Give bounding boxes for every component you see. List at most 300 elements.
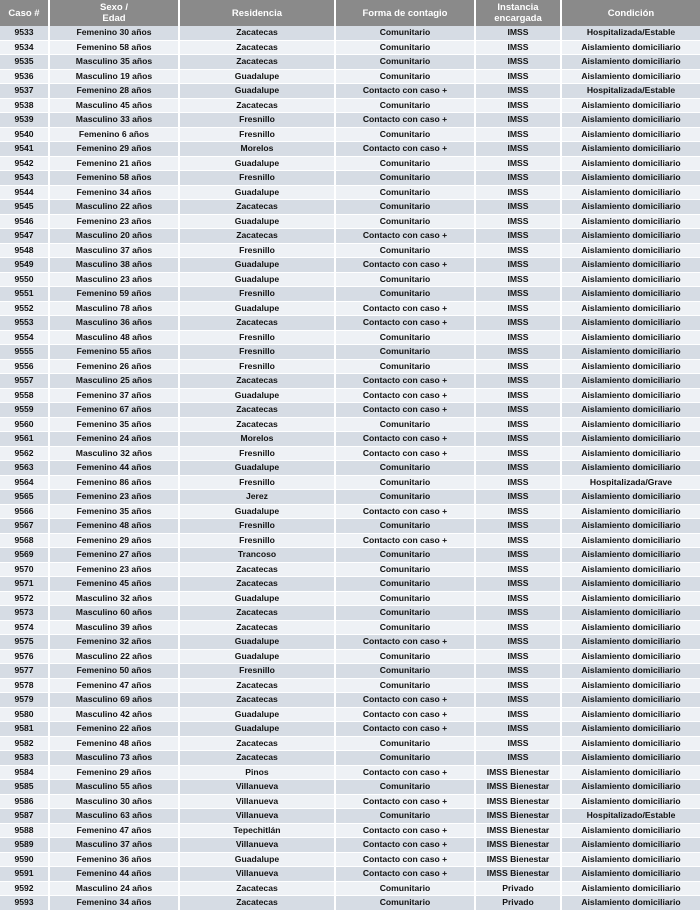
table-row xyxy=(0,853,700,868)
cell-instancia: IMSS xyxy=(476,563,562,578)
cell-instancia: IMSS Bienestar xyxy=(476,766,562,781)
cell-residencia: Fresnillo xyxy=(180,534,336,549)
cell-residencia: Villanueva xyxy=(180,867,336,882)
cell-sexo-edad: Masculino 78 años xyxy=(50,302,180,317)
cell-forma-contagio: Comunitario xyxy=(336,273,476,288)
cell-caso: 9534 xyxy=(0,41,50,56)
cell-sexo-edad: Masculino 30 años xyxy=(50,795,180,810)
cell-caso: 9568 xyxy=(0,534,50,549)
cell-instancia: IMSS xyxy=(476,505,562,520)
cell-condicion: Aislamiento domiciliario xyxy=(562,113,700,128)
cell-forma-contagio: Comunitario xyxy=(336,26,476,41)
cell-forma-contagio: Comunitario xyxy=(336,99,476,114)
cell-forma-contagio: Contacto con caso + xyxy=(336,853,476,868)
cell-condicion: Hospitalizado/Estable xyxy=(562,809,700,824)
cell-forma-contagio: Comunitario xyxy=(336,563,476,578)
cell-instancia: IMSS xyxy=(476,650,562,665)
cell-residencia: Villanueva xyxy=(180,838,336,853)
table-row xyxy=(0,519,700,534)
cell-condicion: Aislamiento domiciliario xyxy=(562,389,700,404)
cell-caso: 9569 xyxy=(0,548,50,563)
cell-instancia: IMSS xyxy=(476,374,562,389)
cell-sexo-edad: Masculino 23 años xyxy=(50,273,180,288)
cell-condicion: Aislamiento domiciliario xyxy=(562,418,700,433)
cell-residencia: Fresnillo xyxy=(180,664,336,679)
cell-instancia: IMSS xyxy=(476,534,562,549)
cell-caso: 9573 xyxy=(0,606,50,621)
cell-instancia: IMSS xyxy=(476,432,562,447)
cell-sexo-edad: Femenino 45 años xyxy=(50,577,180,592)
table-row xyxy=(0,563,700,578)
table-row xyxy=(0,258,700,273)
cell-condicion: Aislamiento domiciliario xyxy=(562,490,700,505)
table-row xyxy=(0,113,700,128)
cell-instancia: IMSS xyxy=(476,548,562,563)
cell-residencia: Guadalupe xyxy=(180,650,336,665)
cell-residencia: Pinos xyxy=(180,766,336,781)
cell-forma-contagio: Contacto con caso + xyxy=(336,84,476,99)
cell-instancia: IMSS Bienestar xyxy=(476,853,562,868)
cell-condicion: Aislamiento domiciliario xyxy=(562,215,700,230)
cell-caso: 9593 xyxy=(0,896,50,911)
cell-forma-contagio: Contacto con caso + xyxy=(336,795,476,810)
cell-caso: 9575 xyxy=(0,635,50,650)
table-row xyxy=(0,316,700,331)
cell-instancia: IMSS xyxy=(476,679,562,694)
cell-caso: 9576 xyxy=(0,650,50,665)
cell-caso: 9550 xyxy=(0,273,50,288)
cell-residencia: Villanueva xyxy=(180,795,336,810)
cell-condicion: Aislamiento domiciliario xyxy=(562,41,700,56)
cell-caso: 9577 xyxy=(0,664,50,679)
cell-instancia: IMSS xyxy=(476,244,562,259)
cell-caso: 9584 xyxy=(0,766,50,781)
cell-caso: 9564 xyxy=(0,476,50,491)
cell-residencia: Fresnillo xyxy=(180,113,336,128)
cell-sexo-edad: Femenino 36 años xyxy=(50,853,180,868)
cell-forma-contagio: Comunitario xyxy=(336,41,476,56)
cell-instancia: IMSS xyxy=(476,403,562,418)
cell-forma-contagio: Contacto con caso + xyxy=(336,722,476,737)
cell-caso: 9546 xyxy=(0,215,50,230)
cell-instancia: IMSS xyxy=(476,592,562,607)
table-row xyxy=(0,838,700,853)
cell-sexo-edad: Femenino 48 años xyxy=(50,737,180,752)
cell-condicion: Aislamiento domiciliario xyxy=(562,650,700,665)
cell-instancia: IMSS xyxy=(476,722,562,737)
cell-sexo-edad: Masculino 60 años xyxy=(50,606,180,621)
cell-sexo-edad: Femenino 24 años xyxy=(50,432,180,447)
cell-instancia: IMSS Bienestar xyxy=(476,824,562,839)
table-row xyxy=(0,302,700,317)
table-row xyxy=(0,447,700,462)
cell-sexo-edad: Femenino 34 años xyxy=(50,896,180,911)
cell-instancia: IMSS xyxy=(476,751,562,766)
cell-forma-contagio: Comunitario xyxy=(336,244,476,259)
cell-sexo-edad: Masculino 22 años xyxy=(50,650,180,665)
table-row xyxy=(0,389,700,404)
cell-residencia: Zacatecas xyxy=(180,882,336,897)
cell-sexo-edad: Femenino 44 años xyxy=(50,461,180,476)
cell-sexo-edad: Femenino 29 años xyxy=(50,766,180,781)
table-row xyxy=(0,621,700,636)
cell-instancia: IMSS xyxy=(476,113,562,128)
cell-caso: 9556 xyxy=(0,360,50,375)
cell-condicion: Aislamiento domiciliario xyxy=(562,258,700,273)
cell-condicion: Hospitalizada/Grave xyxy=(562,476,700,491)
table-row xyxy=(0,824,700,839)
cell-instancia: IMSS xyxy=(476,708,562,723)
cell-instancia: IMSS xyxy=(476,70,562,85)
cell-residencia: Guadalupe xyxy=(180,273,336,288)
table-row xyxy=(0,461,700,476)
cell-condicion: Aislamiento domiciliario xyxy=(562,99,700,114)
cell-condicion: Aislamiento domiciliario xyxy=(562,795,700,810)
cell-caso: 9536 xyxy=(0,70,50,85)
cell-condicion: Aislamiento domiciliario xyxy=(562,432,700,447)
cell-residencia: Zacatecas xyxy=(180,737,336,752)
cell-instancia: IMSS xyxy=(476,345,562,360)
cell-residencia: Zacatecas xyxy=(180,99,336,114)
cell-forma-contagio: Contacto con caso + xyxy=(336,708,476,723)
cell-condicion: Aislamiento domiciliario xyxy=(562,273,700,288)
cell-forma-contagio: Comunitario xyxy=(336,461,476,476)
header-sexo-line1: Sexo / xyxy=(100,2,128,13)
cell-condicion: Aislamiento domiciliario xyxy=(562,853,700,868)
cell-forma-contagio: Comunitario xyxy=(336,780,476,795)
cell-instancia: IMSS Bienestar xyxy=(476,795,562,810)
cell-forma-contagio: Contacto con caso + xyxy=(336,505,476,520)
cell-forma-contagio: Contacto con caso + xyxy=(336,766,476,781)
cell-caso: 9559 xyxy=(0,403,50,418)
cell-residencia: Fresnillo xyxy=(180,171,336,186)
cell-forma-contagio: Comunitario xyxy=(336,577,476,592)
table-body xyxy=(0,26,700,911)
header-instancia xyxy=(476,0,562,26)
cell-condicion: Aislamiento domiciliario xyxy=(562,693,700,708)
cell-condicion: Aislamiento domiciliario xyxy=(562,505,700,520)
cell-caso: 9571 xyxy=(0,577,50,592)
table-row xyxy=(0,635,700,650)
table-row xyxy=(0,766,700,781)
cell-sexo-edad: Masculino 35 años xyxy=(50,55,180,70)
cell-forma-contagio: Contacto con caso + xyxy=(336,824,476,839)
table-row xyxy=(0,534,700,549)
table-row xyxy=(0,157,700,172)
cell-forma-contagio: Comunitario xyxy=(336,737,476,752)
cell-residencia: Zacatecas xyxy=(180,621,336,636)
cell-forma-contagio: Contacto con caso + xyxy=(336,258,476,273)
cell-condicion: Aislamiento domiciliario xyxy=(562,534,700,549)
table-header xyxy=(0,0,700,26)
cell-forma-contagio: Contacto con caso + xyxy=(336,389,476,404)
cell-instancia: IMSS xyxy=(476,287,562,302)
table-row xyxy=(0,650,700,665)
table-row xyxy=(0,55,700,70)
table-row xyxy=(0,751,700,766)
cell-forma-contagio: Contacto con caso + xyxy=(336,838,476,853)
cell-sexo-edad: Masculino 22 años xyxy=(50,200,180,215)
cell-sexo-edad: Masculino 33 años xyxy=(50,113,180,128)
table-row xyxy=(0,693,700,708)
cell-residencia: Zacatecas xyxy=(180,200,336,215)
cell-forma-contagio: Comunitario xyxy=(336,186,476,201)
table-row xyxy=(0,418,700,433)
cell-residencia: Zacatecas xyxy=(180,374,336,389)
cell-instancia: IMSS xyxy=(476,360,562,375)
cell-residencia: Zacatecas xyxy=(180,751,336,766)
cell-forma-contagio: Comunitario xyxy=(336,55,476,70)
cell-condicion: Aislamiento domiciliario xyxy=(562,664,700,679)
cell-caso: 9539 xyxy=(0,113,50,128)
cell-instancia: IMSS xyxy=(476,41,562,56)
cell-forma-contagio: Comunitario xyxy=(336,650,476,665)
cell-condicion: Aislamiento domiciliario xyxy=(562,592,700,607)
cell-sexo-edad: Masculino 42 años xyxy=(50,708,180,723)
cell-residencia: Zacatecas xyxy=(180,563,336,578)
cell-caso: 9554 xyxy=(0,331,50,346)
cell-caso: 9551 xyxy=(0,287,50,302)
table-row xyxy=(0,403,700,418)
cell-instancia: IMSS xyxy=(476,215,562,230)
cell-caso: 9574 xyxy=(0,621,50,636)
table-row xyxy=(0,780,700,795)
cell-forma-contagio: Comunitario xyxy=(336,360,476,375)
table-row xyxy=(0,200,700,215)
cell-instancia: IMSS xyxy=(476,186,562,201)
cell-residencia: Zacatecas xyxy=(180,693,336,708)
table-row xyxy=(0,84,700,99)
cell-instancia: IMSS xyxy=(476,229,562,244)
cell-forma-contagio: Contacto con caso + xyxy=(336,693,476,708)
cell-forma-contagio: Comunitario xyxy=(336,664,476,679)
cell-residencia: Zacatecas xyxy=(180,418,336,433)
cell-instancia: IMSS xyxy=(476,200,562,215)
cell-residencia: Guadalupe xyxy=(180,708,336,723)
cell-instancia: Privado xyxy=(476,896,562,911)
cell-residencia: Zacatecas xyxy=(180,577,336,592)
cell-caso: 9567 xyxy=(0,519,50,534)
cell-condicion: Aislamiento domiciliario xyxy=(562,331,700,346)
cell-condicion: Aislamiento domiciliario xyxy=(562,621,700,636)
cell-forma-contagio: Comunitario xyxy=(336,621,476,636)
cell-caso: 9580 xyxy=(0,708,50,723)
cell-residencia: Zacatecas xyxy=(180,316,336,331)
table-row xyxy=(0,505,700,520)
cell-condicion: Aislamiento domiciliario xyxy=(562,896,700,911)
cell-sexo-edad: Femenino 23 años xyxy=(50,215,180,230)
cell-caso: 9542 xyxy=(0,157,50,172)
cell-caso: 9549 xyxy=(0,258,50,273)
cell-caso: 9538 xyxy=(0,99,50,114)
cell-caso: 9563 xyxy=(0,461,50,476)
cell-condicion: Aislamiento domiciliario xyxy=(562,186,700,201)
table-row xyxy=(0,171,700,186)
cell-instancia: IMSS xyxy=(476,99,562,114)
cell-condicion: Aislamiento domiciliario xyxy=(562,157,700,172)
cell-residencia: Guadalupe xyxy=(180,853,336,868)
table-row xyxy=(0,186,700,201)
cell-instancia: IMSS xyxy=(476,737,562,752)
cell-instancia: IMSS xyxy=(476,577,562,592)
cell-forma-contagio: Contacto con caso + xyxy=(336,534,476,549)
cell-caso: 9544 xyxy=(0,186,50,201)
cell-caso: 9572 xyxy=(0,592,50,607)
cell-instancia: IMSS xyxy=(476,519,562,534)
cell-caso: 9592 xyxy=(0,882,50,897)
cell-sexo-edad: Femenino 21 años xyxy=(50,157,180,172)
cell-residencia: Fresnillo xyxy=(180,244,336,259)
cell-sexo-edad: Femenino 47 años xyxy=(50,824,180,839)
cell-forma-contagio: Contacto con caso + xyxy=(336,867,476,882)
cell-caso: 9555 xyxy=(0,345,50,360)
cell-forma-contagio: Comunitario xyxy=(336,519,476,534)
table-row xyxy=(0,664,700,679)
cell-forma-contagio: Contacto con caso + xyxy=(336,142,476,157)
table-row xyxy=(0,331,700,346)
cell-caso: 9589 xyxy=(0,838,50,853)
cell-condicion: Aislamiento domiciliario xyxy=(562,635,700,650)
cell-instancia: Privado xyxy=(476,882,562,897)
cell-condicion: Aislamiento domiciliario xyxy=(562,403,700,418)
cell-residencia: Morelos xyxy=(180,142,336,157)
cell-forma-contagio: Comunitario xyxy=(336,592,476,607)
cell-instancia: IMSS xyxy=(476,171,562,186)
cell-caso: 9553 xyxy=(0,316,50,331)
cell-forma-contagio: Comunitario xyxy=(336,331,476,346)
cell-sexo-edad: Femenino 44 años xyxy=(50,867,180,882)
cell-forma-contagio: Contacto con caso + xyxy=(336,113,476,128)
cell-caso: 9590 xyxy=(0,853,50,868)
cell-sexo-edad: Femenino 48 años xyxy=(50,519,180,534)
cell-instancia: IMSS Bienestar xyxy=(476,838,562,853)
header-sexo-edad xyxy=(50,0,180,26)
cell-condicion: Aislamiento domiciliario xyxy=(562,606,700,621)
cell-sexo-edad: Femenino 34 años xyxy=(50,186,180,201)
cell-caso: 9566 xyxy=(0,505,50,520)
cell-caso: 9588 xyxy=(0,824,50,839)
cell-forma-contagio: Comunitario xyxy=(336,200,476,215)
cell-instancia: IMSS xyxy=(476,331,562,346)
cell-residencia: Guadalupe xyxy=(180,157,336,172)
cell-condicion: Aislamiento domiciliario xyxy=(562,519,700,534)
cell-sexo-edad: Femenino 67 años xyxy=(50,403,180,418)
cell-caso: 9581 xyxy=(0,722,50,737)
cell-sexo-edad: Femenino 35 años xyxy=(50,505,180,520)
cell-caso: 9543 xyxy=(0,171,50,186)
cell-forma-contagio: Comunitario xyxy=(336,490,476,505)
cell-forma-contagio: Comunitario xyxy=(336,476,476,491)
cell-instancia: IMSS xyxy=(476,84,562,99)
table-row xyxy=(0,432,700,447)
cell-residencia: Fresnillo xyxy=(180,447,336,462)
table-row xyxy=(0,476,700,491)
table-row xyxy=(0,737,700,752)
header-caso: Caso # xyxy=(0,0,50,26)
table-row xyxy=(0,360,700,375)
cell-instancia: IMSS xyxy=(476,447,562,462)
table-row xyxy=(0,548,700,563)
table-row xyxy=(0,287,700,302)
cell-caso: 9560 xyxy=(0,418,50,433)
cell-residencia: Villanueva xyxy=(180,809,336,824)
cell-instancia: IMSS xyxy=(476,418,562,433)
cell-residencia: Tepechitlán xyxy=(180,824,336,839)
cell-sexo-edad: Masculino 32 años xyxy=(50,447,180,462)
cell-instancia: IMSS xyxy=(476,128,562,143)
cell-forma-contagio: Comunitario xyxy=(336,287,476,302)
cell-condicion: Aislamiento domiciliario xyxy=(562,867,700,882)
cell-sexo-edad: Masculino 48 años xyxy=(50,331,180,346)
table-row xyxy=(0,128,700,143)
cell-residencia: Trancoso xyxy=(180,548,336,563)
cell-sexo-edad: Masculino 36 años xyxy=(50,316,180,331)
cell-residencia: Guadalupe xyxy=(180,84,336,99)
cell-condicion: Aislamiento domiciliario xyxy=(562,171,700,186)
cell-sexo-edad: Masculino 19 años xyxy=(50,70,180,85)
cell-sexo-edad: Femenino 22 años xyxy=(50,722,180,737)
cell-sexo-edad: Masculino 25 años xyxy=(50,374,180,389)
table-row xyxy=(0,229,700,244)
cell-forma-contagio: Comunitario xyxy=(336,171,476,186)
cell-forma-contagio: Contacto con caso + xyxy=(336,374,476,389)
cell-instancia: IMSS xyxy=(476,635,562,650)
cell-sexo-edad: Femenino 23 años xyxy=(50,563,180,578)
cell-residencia: Zacatecas xyxy=(180,26,336,41)
table-row xyxy=(0,592,700,607)
cell-forma-contagio: Comunitario xyxy=(336,606,476,621)
cell-caso: 9535 xyxy=(0,55,50,70)
cell-sexo-edad: Femenino 55 años xyxy=(50,345,180,360)
cell-sexo-edad: Masculino 69 años xyxy=(50,693,180,708)
cell-condicion: Aislamiento domiciliario xyxy=(562,461,700,476)
cell-sexo-edad: Masculino 63 años xyxy=(50,809,180,824)
cell-condicion: Aislamiento domiciliario xyxy=(562,55,700,70)
cell-forma-contagio: Contacto con caso + xyxy=(336,635,476,650)
cell-sexo-edad: Femenino 29 años xyxy=(50,142,180,157)
cell-condicion: Aislamiento domiciliario xyxy=(562,244,700,259)
cell-instancia: IMSS xyxy=(476,476,562,491)
cell-condicion: Aislamiento domiciliario xyxy=(562,737,700,752)
cell-residencia: Zacatecas xyxy=(180,896,336,911)
table-row xyxy=(0,374,700,389)
cell-condicion: Aislamiento domiciliario xyxy=(562,374,700,389)
cell-instancia: IMSS Bienestar xyxy=(476,780,562,795)
cell-residencia: Fresnillo xyxy=(180,331,336,346)
cell-forma-contagio: Contacto con caso + xyxy=(336,229,476,244)
cell-residencia: Guadalupe xyxy=(180,258,336,273)
cell-sexo-edad: Femenino 23 años xyxy=(50,490,180,505)
cell-residencia: Guadalupe xyxy=(180,722,336,737)
cell-residencia: Zacatecas xyxy=(180,403,336,418)
cell-caso: 9541 xyxy=(0,142,50,157)
cell-instancia: IMSS xyxy=(476,490,562,505)
cell-sexo-edad: Masculino 73 años xyxy=(50,751,180,766)
header-condicion: Condición xyxy=(562,0,700,26)
cell-sexo-edad: Masculino 37 años xyxy=(50,244,180,259)
cell-sexo-edad: Femenino 29 años xyxy=(50,534,180,549)
cell-residencia: Fresnillo xyxy=(180,360,336,375)
cell-caso: 9583 xyxy=(0,751,50,766)
cell-residencia: Zacatecas xyxy=(180,679,336,694)
cell-instancia: IMSS xyxy=(476,389,562,404)
cell-forma-contagio: Contacto con caso + xyxy=(336,403,476,418)
cell-residencia: Guadalupe xyxy=(180,461,336,476)
cell-forma-contagio: Comunitario xyxy=(336,896,476,911)
cell-sexo-edad: Femenino 59 años xyxy=(50,287,180,302)
cell-caso: 9587 xyxy=(0,809,50,824)
cell-instancia: IMSS xyxy=(476,606,562,621)
